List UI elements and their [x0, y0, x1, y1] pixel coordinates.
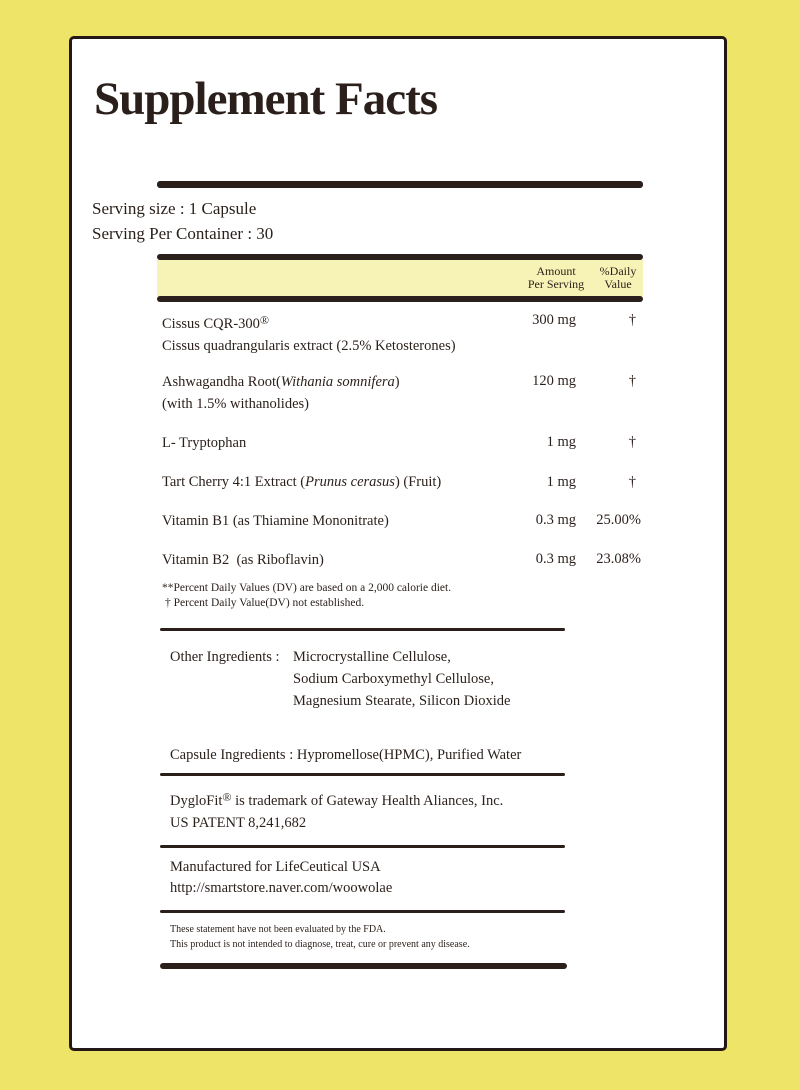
fda-disclaimer-line1: These statement have not been evaluated by the FDA. — [170, 924, 386, 935]
ingredient-name: Ashwagandha Root(Withania somnifera) — [162, 374, 400, 390]
manufacturer-divider — [160, 910, 565, 913]
dagger-footnote: † Percent Daily Value(DV) not established. — [165, 597, 365, 609]
bottom-divider — [160, 963, 567, 969]
footnote-divider — [160, 628, 565, 631]
header-bottom-divider — [157, 296, 643, 302]
amount-header-line1: Amount — [536, 264, 576, 278]
serving-size: Serving size : 1 Capsule — [92, 199, 257, 218]
ingredient-row — [162, 549, 324, 571]
ingredient-name: L- Tryptophan — [162, 435, 247, 451]
trademark-statement: DygloFit® is trademark of Gateway Health Aliances, Inc. — [170, 790, 504, 809]
capsule-divider — [160, 773, 565, 776]
dv-footnote: **Percent Daily Values (DV) are based on a 2,000 calorie diet. — [162, 582, 452, 594]
ingredient-name: Vitamin B2 (as Riboflavin) — [162, 552, 324, 568]
manufacturer-url[interactable]: http://smartstore.naver.com/woowolae — [170, 880, 393, 896]
title-divider — [157, 181, 643, 188]
ingredient-row — [162, 309, 456, 357]
ingredient-row — [162, 371, 400, 415]
ingredient-dv: † — [628, 373, 636, 389]
ingredient-dv: † — [628, 434, 636, 450]
ingredient-dv: 25.00% — [596, 512, 641, 528]
ingredient-row — [162, 471, 441, 493]
other-ingredients-line: Microcrystalline Cellulose, — [293, 649, 451, 665]
ingredient-amount: 1 mg — [546, 434, 576, 450]
capsule-ingredients: Capsule Ingredients : Hypromellose(HPMC), Purified Water — [170, 747, 522, 763]
amount-per-serving-header — [510, 265, 602, 291]
ingredient-name: Tart Cherry 4:1 Extract (Prunus cerasus) (Fruit) — [162, 474, 442, 490]
ingredient-amount: 300 mg — [532, 312, 576, 328]
ingredient-detail: Cissus quadrangularis extract (2.5% Ketosterones) — [162, 338, 456, 354]
fda-disclaimer-line2: This product is not intended to diagnose, treat, cure or prevent any disease. — [170, 939, 470, 950]
servings-per-container: Serving Per Container : 30 — [92, 224, 274, 243]
ingredient-detail: (with 1.5% withanolides) — [162, 396, 309, 412]
ingredient-amount: 0.3 mg — [535, 551, 576, 567]
manufacturer-name: Manufactured for LifeCeutical USA — [170, 859, 381, 875]
page-title: Supplement Facts — [94, 73, 438, 125]
supplement-facts-card — [69, 36, 727, 1051]
ingredient-dv: † — [628, 312, 636, 328]
ingredient-name: Vitamin B1 (as Thiamine Mononitrate) — [162, 513, 389, 529]
ingredient-amount: 1 mg — [546, 474, 576, 490]
dv-header-line1: %Daily — [599, 264, 637, 278]
ingredient-dv: † — [628, 474, 636, 490]
trademark-divider — [160, 845, 565, 848]
other-ingredients-line: Magnesium Stearate, Silicon Dioxide — [293, 693, 511, 709]
ingredient-row — [162, 510, 389, 532]
daily-value-header — [592, 265, 644, 291]
ingredient-amount: 0.3 mg — [535, 512, 576, 528]
amount-header-line2: Per Serving — [527, 277, 585, 291]
dv-header-line2: Value — [604, 277, 632, 291]
ingredient-name: Cissus CQR-300® — [162, 313, 270, 332]
patent-number: US PATENT 8,241,682 — [170, 815, 307, 831]
other-ingredients-label: Other Ingredients : — [170, 649, 280, 665]
ingredient-dv: 23.08% — [596, 551, 641, 567]
other-ingredients-line: Sodium Carboxymethyl Cellulose, — [293, 671, 494, 687]
ingredient-amount: 120 mg — [532, 373, 576, 389]
ingredient-row — [162, 432, 246, 454]
